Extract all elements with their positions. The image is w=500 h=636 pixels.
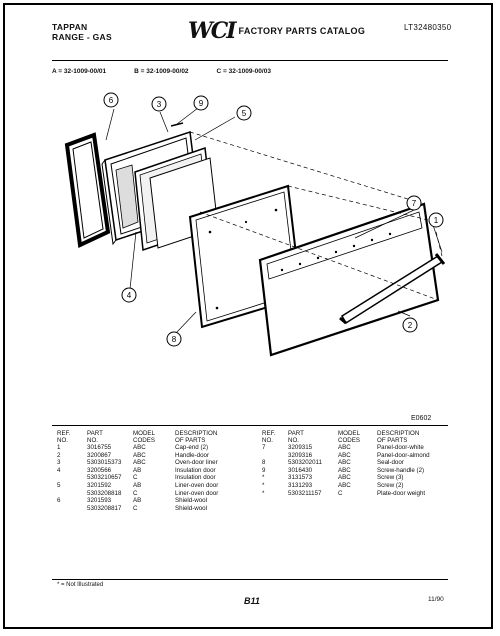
callout-4 bbox=[122, 288, 136, 302]
screw-part bbox=[171, 123, 183, 126]
cell-ref: * bbox=[262, 481, 265, 489]
table-row bbox=[262, 474, 467, 482]
table-row bbox=[57, 505, 257, 513]
cell-desc: Screw (2) bbox=[377, 481, 404, 489]
table-row bbox=[57, 452, 257, 460]
header-ref: REF. NO. bbox=[262, 430, 276, 444]
cell-ref bbox=[57, 490, 87, 498]
catalog-number: LT32480350 bbox=[404, 23, 452, 32]
svg-text:9: 9 bbox=[198, 99, 204, 108]
cell-model: ABC bbox=[338, 481, 351, 489]
svg-text:6: 6 bbox=[108, 96, 114, 105]
table-row bbox=[57, 459, 257, 467]
table-row bbox=[57, 490, 257, 498]
cell-part: 3016430 bbox=[288, 466, 313, 474]
cell-part: 5303015373 bbox=[87, 459, 122, 467]
callout-3 bbox=[152, 97, 166, 111]
cell-model: ABC bbox=[338, 474, 351, 482]
header-desc: DESCRIPTION OF PARTS bbox=[175, 430, 218, 444]
cell-desc: Panel-door-almond bbox=[377, 451, 430, 459]
cell-model: C bbox=[338, 489, 343, 497]
cell-ref: 9 bbox=[262, 466, 266, 474]
wci-logo: WCI bbox=[188, 18, 235, 44]
cell-part: 5303210657 bbox=[87, 474, 122, 482]
callout-6 bbox=[104, 93, 118, 107]
catalog-title-block bbox=[188, 18, 365, 44]
svg-text:8: 8 bbox=[171, 335, 177, 344]
cell-desc: Insulation door bbox=[175, 466, 216, 474]
table-row bbox=[57, 474, 257, 482]
cell-part: 3209316 bbox=[288, 451, 313, 459]
cell-ref: * bbox=[262, 474, 265, 482]
cell-part: 3131293 bbox=[288, 481, 313, 489]
cell-desc: Shield-wool bbox=[175, 497, 207, 505]
parts-table-left bbox=[57, 430, 257, 512]
cell-part: 5303202011 bbox=[288, 459, 322, 467]
cell-desc: Liner-oven door bbox=[175, 481, 219, 489]
cell-model: C bbox=[133, 474, 138, 482]
cell-model: AB bbox=[133, 481, 142, 489]
cell-ref: 2 bbox=[57, 451, 61, 459]
table-row bbox=[262, 459, 467, 467]
cell-ref bbox=[57, 474, 87, 482]
cell-model: ABC bbox=[133, 444, 146, 451]
cell-part: 3201592 bbox=[87, 481, 112, 489]
cell-desc: Screw-handle (2) bbox=[377, 466, 425, 474]
table-row bbox=[57, 444, 257, 452]
header-part: PART NO. bbox=[87, 430, 103, 444]
cell-desc: Panel-door-white bbox=[377, 444, 424, 451]
cell-model: AB bbox=[133, 497, 142, 505]
table-row bbox=[262, 444, 467, 452]
table-row bbox=[57, 467, 257, 475]
cell-model: AB bbox=[133, 466, 142, 474]
cell-desc: Oven-door liner bbox=[175, 459, 218, 467]
model-c: C = 32-1009-00/03 bbox=[216, 68, 271, 75]
diagram-code: E0602 bbox=[411, 415, 432, 422]
page-number: B11 bbox=[244, 596, 260, 606]
cell-model: ABC bbox=[133, 459, 146, 467]
table-row bbox=[262, 490, 467, 498]
cell-part: 3201593 bbox=[87, 497, 112, 505]
svg-text:1: 1 bbox=[433, 216, 439, 225]
cell-ref: 1 bbox=[57, 444, 61, 451]
cell-part: 3200566 bbox=[87, 466, 112, 474]
cell-part: 3131573 bbox=[288, 474, 313, 482]
cell-model: ABC bbox=[338, 451, 351, 459]
svg-text:3: 3 bbox=[156, 100, 162, 109]
cell-desc: Plate-door weight bbox=[377, 489, 426, 497]
cell-part: 3016755 bbox=[87, 444, 112, 451]
header-part: PART NO. bbox=[288, 430, 304, 444]
cell-ref bbox=[57, 505, 87, 513]
callout-7 bbox=[407, 196, 421, 210]
cell-ref: 3 bbox=[57, 459, 61, 467]
cell-model: ABC bbox=[338, 444, 351, 451]
revision-date: 11/90 bbox=[428, 596, 444, 603]
header-brand-block bbox=[52, 22, 112, 42]
catalog-title: FACTORY PARTS CATALOG bbox=[238, 26, 366, 36]
svg-text:4: 4 bbox=[126, 291, 132, 300]
callout-2 bbox=[403, 318, 417, 332]
cell-desc: Shield-wool bbox=[175, 504, 207, 512]
table-row bbox=[57, 497, 257, 505]
cell-ref: 4 bbox=[57, 466, 61, 474]
header-divider bbox=[52, 60, 448, 61]
cell-ref: * bbox=[262, 489, 265, 497]
svg-text:7: 7 bbox=[411, 199, 417, 208]
table-row bbox=[262, 482, 467, 490]
cell-model: ABC bbox=[338, 466, 351, 474]
product-type: RANGE - GAS bbox=[52, 32, 112, 42]
cell-desc: Cap-end (2) bbox=[175, 444, 209, 451]
header-model: MODEL CODES bbox=[133, 430, 156, 444]
model-b: B = 32-1009-00/02 bbox=[134, 68, 189, 75]
cell-part: 3209315 bbox=[288, 444, 313, 451]
callout-5 bbox=[237, 106, 251, 120]
cell-ref: 6 bbox=[57, 497, 61, 505]
cell-part: 3200867 bbox=[87, 451, 112, 459]
table-row bbox=[262, 467, 467, 475]
model-list bbox=[52, 68, 442, 75]
table-row bbox=[262, 452, 467, 460]
callout-1 bbox=[429, 213, 443, 227]
parts-table-right bbox=[262, 430, 467, 497]
header-ref: REF. NO. bbox=[57, 430, 71, 444]
table-top-divider bbox=[52, 425, 448, 426]
cell-desc: Liner-oven door bbox=[175, 489, 219, 497]
header-model: MODEL CODES bbox=[338, 430, 361, 444]
exploded-door-diagram bbox=[50, 82, 460, 400]
door-seal-part bbox=[67, 135, 108, 245]
svg-text:5: 5 bbox=[241, 109, 247, 118]
cell-ref: 7 bbox=[262, 444, 266, 451]
footnote: * = Not Illustrated bbox=[57, 582, 104, 588]
cell-model: ABC bbox=[133, 451, 146, 459]
callout-9 bbox=[194, 96, 208, 110]
cell-model: C bbox=[133, 489, 138, 497]
header-desc: DESCRIPTION OF PARTS bbox=[377, 430, 420, 444]
cell-desc: Handle-door bbox=[175, 451, 210, 459]
table-row bbox=[57, 482, 257, 490]
cell-model: C bbox=[133, 504, 138, 512]
callout-8 bbox=[167, 332, 181, 346]
cell-model: ABC bbox=[338, 459, 351, 467]
cell-ref: 5 bbox=[57, 481, 61, 489]
cell-part: 5303211157 bbox=[288, 489, 322, 497]
table-bottom-divider bbox=[52, 579, 448, 580]
cell-desc: Screw (3) bbox=[377, 474, 404, 482]
cell-part: 5303208818 bbox=[87, 489, 122, 497]
cell-ref bbox=[262, 452, 288, 460]
brand-name: TAPPAN bbox=[52, 22, 88, 32]
svg-text:2: 2 bbox=[407, 321, 413, 330]
cell-part: 5303208817 bbox=[87, 504, 122, 512]
model-a: A = 32-1009-00/01 bbox=[52, 68, 107, 75]
cell-desc: Insulation door bbox=[175, 474, 216, 482]
cell-desc: Seal-door bbox=[377, 459, 404, 467]
cell-ref: 8 bbox=[262, 459, 266, 467]
